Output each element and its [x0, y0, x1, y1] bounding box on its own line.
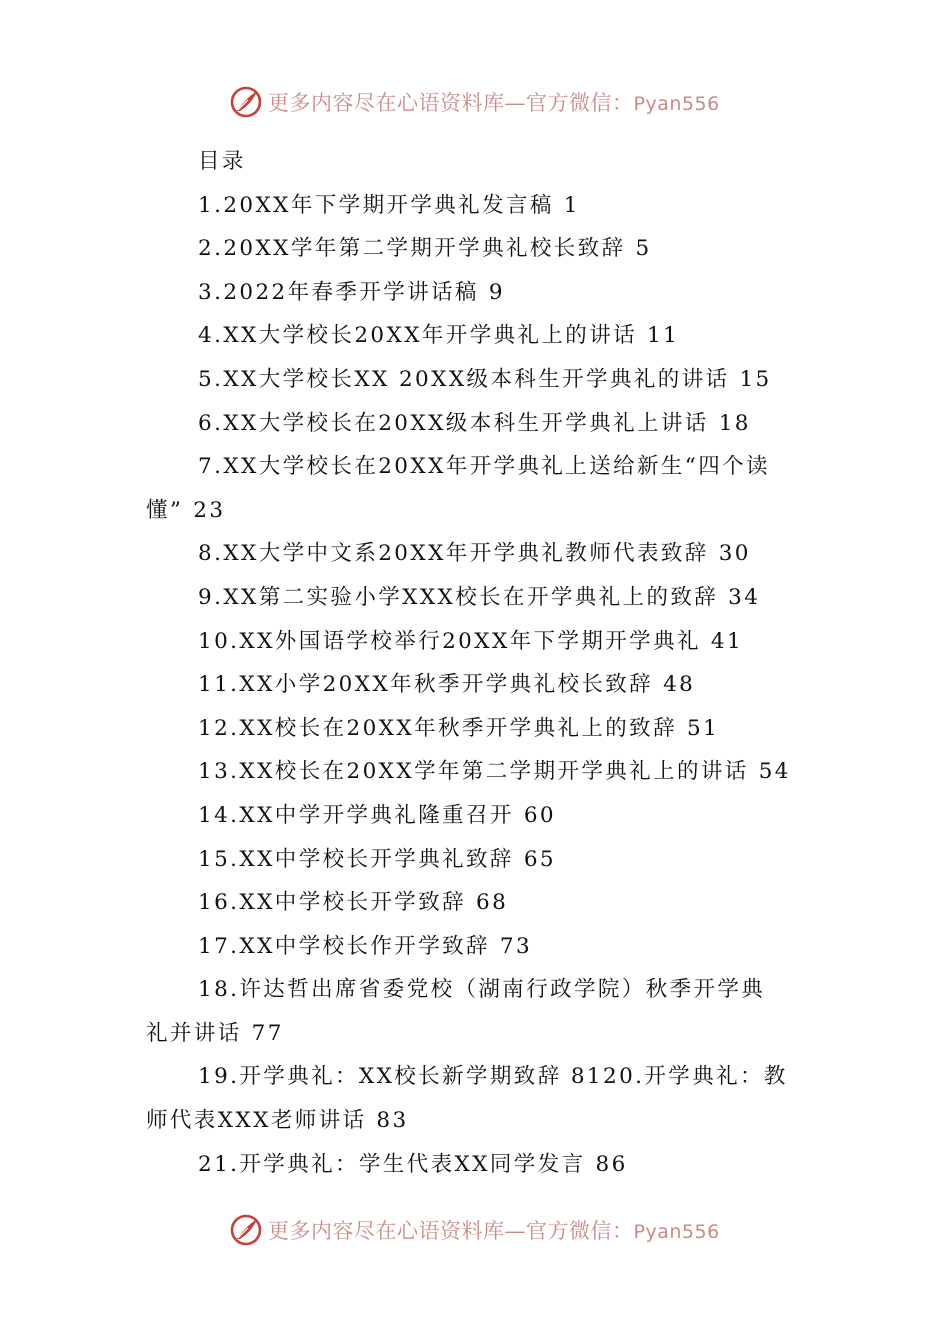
page-number: 51 — [686, 715, 720, 741]
page-number: 5 — [635, 236, 652, 262]
page-number: 83 — [376, 1108, 409, 1134]
page-number: 1 — [563, 192, 580, 218]
page-number: 73 — [499, 933, 533, 959]
toc-entry: 16.XX中学校长开学致辞 68 — [198, 890, 509, 916]
quill-logo-icon — [228, 84, 264, 120]
footer-watermark-banner — [228, 1210, 748, 1250]
page-number: 86 — [595, 1151, 628, 1177]
page-number: 18 — [718, 410, 751, 436]
toc-entry: 8.XX大学中文系20XX年开学典礼教师代表致辞 30 — [198, 541, 751, 567]
toc-entry: 10.XX外国语学校举行20XX年下学期开学典礼 41 — [198, 628, 744, 654]
page-number: 68 — [476, 890, 509, 916]
toc-entry: 21.开学典礼：学生代表XX同学发言 86 — [198, 1151, 628, 1177]
page-number: 77 — [251, 1020, 284, 1046]
toc-entry: 15.XX中学校长开学典礼致辞 65 — [198, 846, 556, 872]
table-of-contents — [146, 140, 808, 1186]
toc-entry: 3.2022年春季开学讲话稿 9 — [198, 279, 505, 305]
toc-entry: 2.20XX学年第二学期开学典礼校长致辞 5 — [198, 236, 652, 262]
quill-logo-icon — [228, 1212, 264, 1248]
toc-entry: 11.XX小学20XX年秋季开学典礼校长致辞 48 — [198, 672, 696, 698]
toc-entry: 6.XX大学校长在20XX级本科生开学典礼上讲话 18 — [198, 410, 751, 436]
toc-entry: 1.20XX年下学期开学典礼发言稿 1 — [198, 192, 580, 218]
page-number: 41 — [710, 628, 744, 654]
footer-banner-text: 更多内容尽在心语资料库—官方微信：Pyan556 — [268, 1219, 720, 1243]
page-number: 65 — [523, 846, 556, 872]
toc-entry: 18.许达哲出席省委党校（湖南行政学院）秋季开学典 礼并讲话 77 — [146, 977, 766, 1046]
page-number: 30 — [718, 541, 751, 567]
header-watermark-banner — [228, 82, 748, 122]
page-number: 9 — [488, 279, 505, 305]
toc-entry: 4.XX大学校长20XX年开学典礼上的讲话 11 — [198, 323, 680, 349]
page-number: 23 — [193, 497, 226, 523]
toc-entry: 9.XX第二实验小学XXX校长在开学典礼上的致辞 34 — [198, 584, 761, 610]
toc-entry: 12.XX校长在20XX年秋季开学典礼上的致辞 51 — [198, 715, 720, 741]
page-number: 11 — [647, 323, 680, 349]
toc-entry: 17.XX中学校长作开学致辞 73 — [198, 933, 533, 959]
toc-entry: 19.开学典礼：XX校长新学期致辞 8120.开学典礼：教 师代表XXX老师讲话 83 — [146, 1064, 788, 1134]
page-number: 34 — [728, 584, 761, 610]
page-number: 60 — [523, 802, 556, 828]
toc-title: 目录 — [198, 149, 246, 174]
toc-entry: 14.XX中学开学典礼隆重召开 60 — [198, 802, 556, 828]
toc-entry: 13.XX校长在20XX学年第二学期开学典礼上的讲话 54 — [198, 759, 791, 785]
page-number: 15 — [739, 366, 772, 392]
page-number: 54 — [758, 759, 791, 785]
toc-entry: 5.XX大学校长XX 20XX级本科生开学典礼的讲话 15 — [198, 366, 772, 392]
page-number: 48 — [663, 672, 696, 698]
header-banner-text: 更多内容尽在心语资料库—官方微信：Pyan556 — [268, 91, 720, 115]
toc-entry: 7.XX大学校长在20XX年开学典礼上送给新生“四个读 懂” 23 — [146, 454, 770, 523]
